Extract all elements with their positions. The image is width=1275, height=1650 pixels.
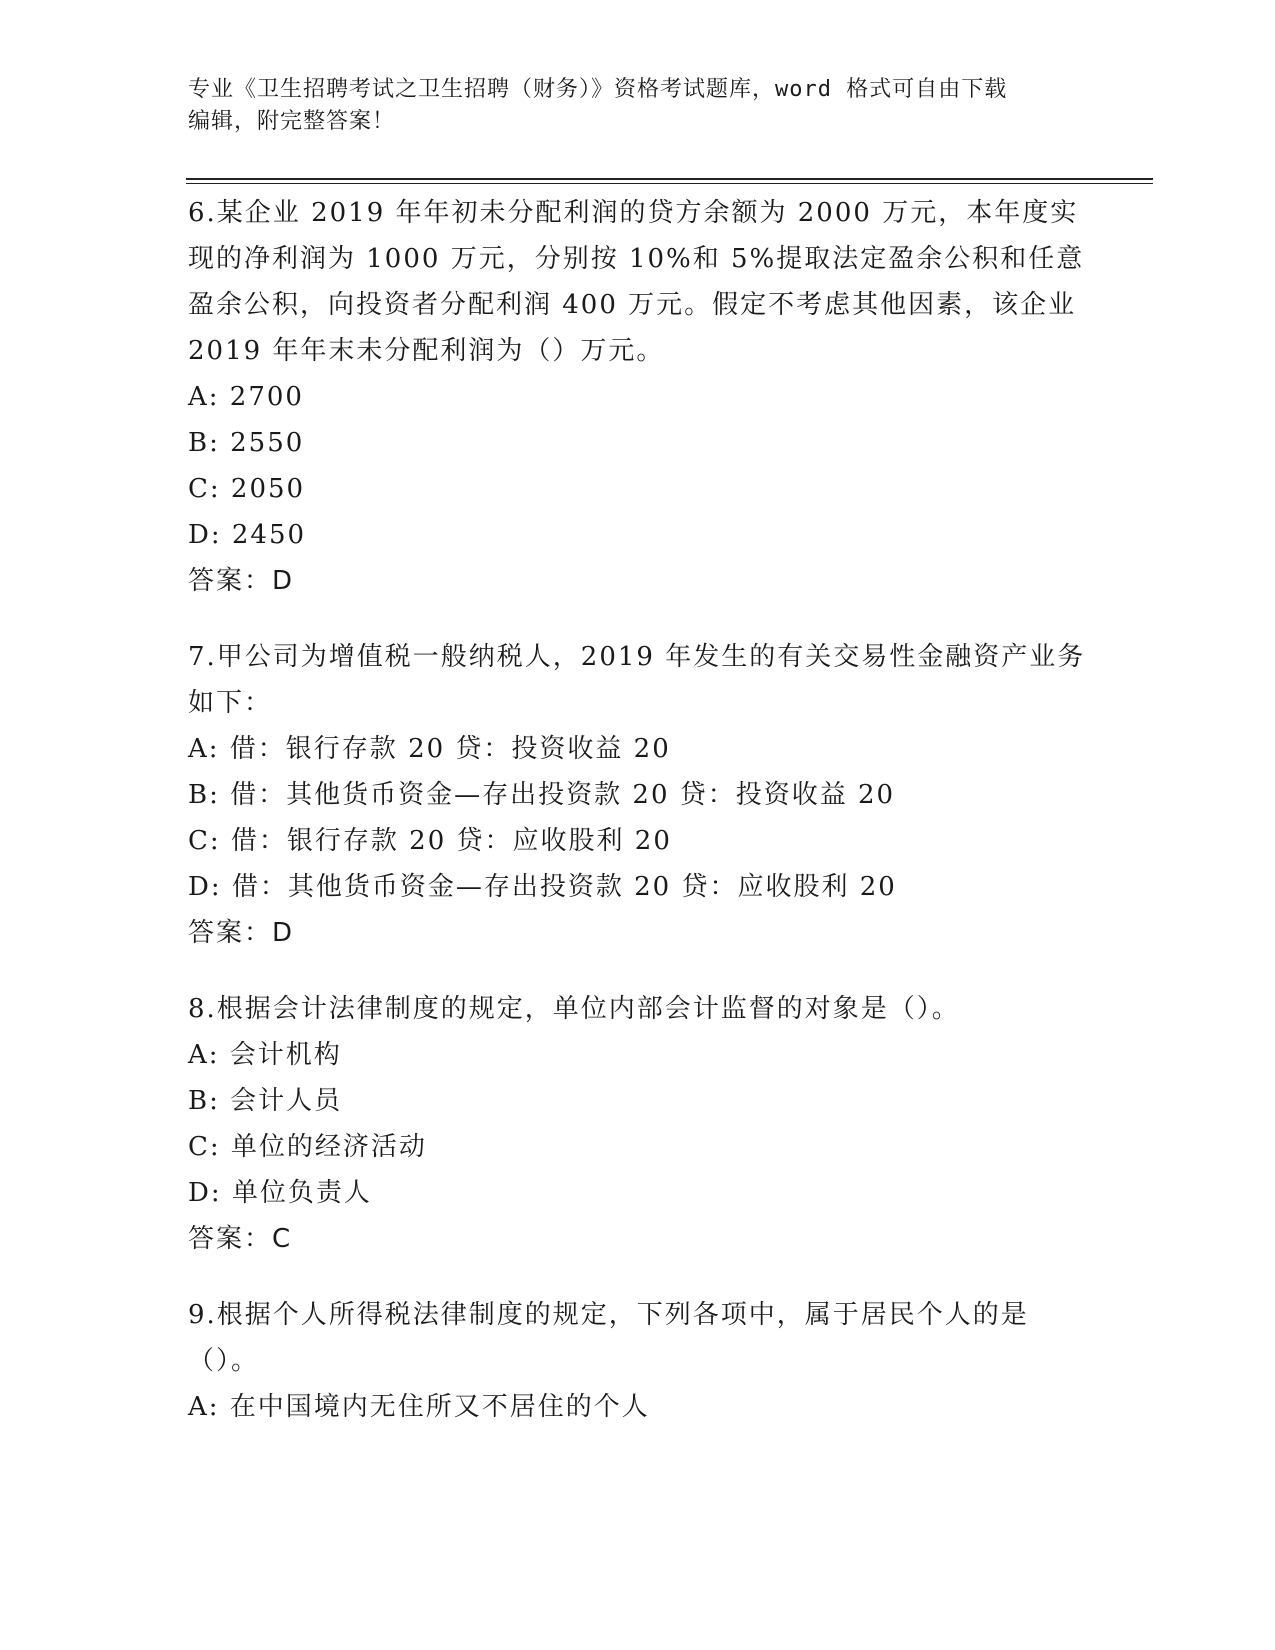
option-a: A: 借：银行存款 20 贷：投资收益 20 (188, 734, 671, 764)
question-6 (188, 190, 1088, 604)
answer: 答案：C (188, 1224, 293, 1254)
question-list (188, 190, 1088, 1460)
option-c: C: 单位的经济活动 (188, 1132, 427, 1162)
header-line-1: 专业《卫生招聘考试之卫生招聘（财务）》资格考试题库，word 格式可自由下载 (188, 77, 1008, 102)
header-line-2: 编辑，附完整答案！ (188, 109, 396, 134)
answer: 答案：D (188, 566, 295, 596)
question-stem: 8.根据会计法律制度的规定，单位内部会计监督的对象是（）。 (188, 994, 960, 1024)
option-d: D: 借：其他货币资金—存出投资款 20 贷：应收股利 20 (188, 872, 897, 902)
question-stem: 9.根据个人所得税法律制度的规定，下列各项中，属于居民个人的是（）。 (188, 1300, 1029, 1376)
option-c: C: 2050 (188, 474, 306, 504)
question-stem: 7.甲公司为增值税一般纳税人，2019 年发生的有关交易性金融资产业务如下： (188, 642, 1086, 718)
option-a: A: 2700 (188, 382, 304, 412)
question-8 (188, 986, 1088, 1262)
question-7 (188, 634, 1088, 956)
document-header (188, 74, 1088, 138)
answer: 答案：D (188, 918, 295, 948)
option-a: A: 会计机构 (188, 1040, 342, 1070)
option-b: B: 2550 (188, 428, 305, 458)
option-b: B: 会计人员 (188, 1086, 343, 1116)
question-stem: 6.某企业 2019 年年初未分配利润的贷方余额为 2000 万元，本年度实现的净利润为 1000 万元，分别按 10%和 5%提取法定盈余公积和任意盈余公积，向投资者分配利润 400 万元。假定不考虑其他因素，该企业 2019 年年末未分配利润为（）万元。 (188, 198, 1085, 366)
option-c: C: 借：银行存款 20 贷：应收股利 20 (188, 826, 672, 856)
question-9 (188, 1292, 1088, 1430)
header-divider-thin (186, 183, 1153, 184)
header-divider-thick (186, 178, 1153, 180)
option-d: D: 2450 (188, 520, 307, 550)
option-b: B: 借：其他货币资金—存出投资款 20 贷：投资收益 20 (188, 780, 896, 810)
option-a: A: 在中国境内无住所又不居住的个人 (188, 1392, 650, 1422)
option-d: D: 单位负责人 (188, 1178, 372, 1208)
